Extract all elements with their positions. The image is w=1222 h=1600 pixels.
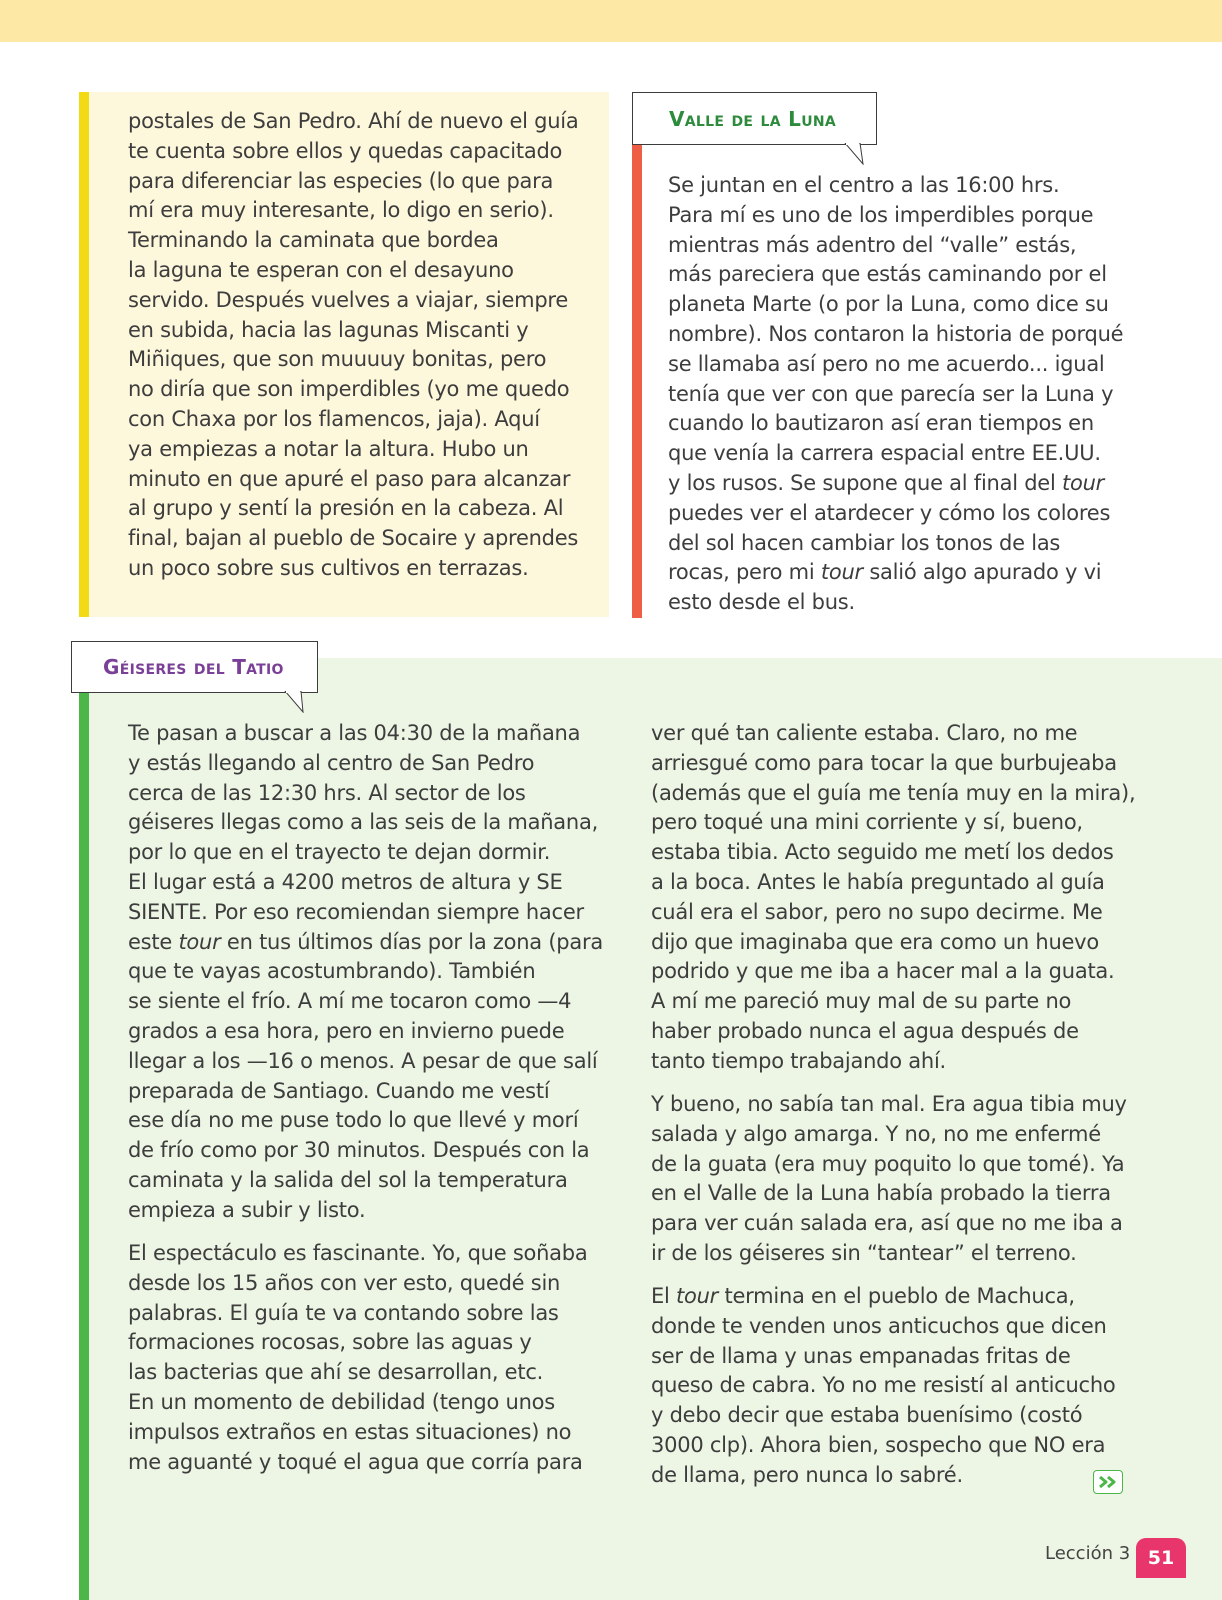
tatio-paragraph-1: Te pasan a buscar a las 04:30 de la mañana y estás llegando al centro de San Pedro cerca de las 12:30 hrs. Al sector de los géiseres llegas como a las seis de la mañana, por lo que en el trayecto te dejan dormir. El lugar está a 4200 metros de altura y SE SIENTE. Por eso recomiendan siempre hacer este tour en tus últimos días por la zona (para que te vayas acostumbrando). También se siente el frío. A mí me tocaron como —4 grados a esa hora, pero en invierno puede llegar a los —16 o menos. A pesar de que salí preparada de Santiago. Cuando me vestí ese día no me puse todo lo que llevé y morí de frío como por 30 minutos. Después con la caminata y la salida del sol la temperatura empieza a subir y listo. [128,721,603,1222]
yellow-paragraph: postales de San Pedro. Ahí de nuevo el guía te cuenta sobre ellos y quedas capacitado para diferenciar las especies (lo que para mí era muy interesante, lo digo en serio). Terminando la caminata que bordea la laguna te esperan con el desayuno servido. Después vuelves a viajar, siempre en subida, hacia las lagunas Miscanti y Miñiques, que son muuuuy bonitas, pero no diría que son imperdibles (yo me quedo con Chaxa por los flamencos, jaja). Aquí ya empiezas a notar la altura. Hubo un minuto en que apuré el paso para alcanzar al grupo y sentí la presión en la cabeza. Al final, bajan al pueblo de Socaire y aprendes un poco sobre sus cultivos en terrazas. [128,109,579,580]
page-number-badge: 51 [1136,1538,1186,1578]
yellow-accent-bar [79,92,89,617]
tatio-paragraph-2: El espectáculo es fascinante. Yo, que soñaba desde los 15 años con ver esto, quedé sin palabras. El guía te va contando sobre las formaciones rocosas, sobre las aguas y las bacterias que ahí se desarrollan, etc. En un momento de debilidad (tengo unos impulsos extraños en estas situaciones) no me aguanté y toqué el agua que corría para [128,1241,588,1474]
lesson-label: Lección 3 [1045,1543,1131,1564]
speech-tail-icon [843,143,867,165]
tatio-paragraph-5: El tour termina en el pueblo de Machuca, donde te venden unos anticuchos que dicen ser de llama y unas empanadas fritas de queso de cabra. Yo no me resistí al anticucho y debo decir que estaba buenísimo (costó 3000 clp). Ahora bien, sospecho que NO era de llama, pero nunca lo sabré. [651,1284,1116,1487]
valle-luna-title: Valle de la Luna [669,106,837,131]
speech-tail-icon [283,691,307,713]
tatio-paragraph-4: Y bueno, no sabía tan mal. Era agua tibia muy salada y algo amarga. Y no, no me enfermé de la guata (era muy poquito lo que tomé). Ya en el Valle de la Luna había probado la tierra para ver cuán salada era, así que no me iba a ir de los géiseres sin “tantear” el terreno. [651,1092,1127,1265]
valle-luna-title-tag [632,92,877,145]
tatio-title-tag [71,641,318,693]
double-chevron-right-icon[interactable] [1093,1470,1123,1494]
top-color-band [0,0,1222,42]
tatio-paragraph-3: ver qué tan caliente estaba. Claro, no me arriesgué como para tocar la que burbujeaba (además que el guía me tenía muy en la mira), pero toqué una mini corriente y sí, bueno, estaba tibia. Acto seguido me metí los dedos a la boca. Antes le había preguntado al guía cuál era el sabor, pero no supo decirme. Me dijo que imaginaba que era como un huevo podrido y que me iba a hacer mal a la guata. A mí me pareció muy mal de su parte no haber probado nunca el agua después de tanto tiempo trabajando ahí. [651,721,1136,1073]
green-accent-bar [79,690,89,1600]
tatio-title: Géiseres del Tatio [103,655,284,679]
red-accent-bar [632,145,642,618]
valle-luna-paragraph: Se juntan en el centro a las 16:00 hrs. Para mí es uno de los imperdibles porque mientras más adentro del “valle” estás, más pareciera que estás caminando por el planeta Marte (o por la Luna, como dice su nombre). Nos contaron la historia de porqué se llamaba así pero no me acuerdo... igual tenía que ver con que parecía ser la Luna y cuando lo bautizaron así eran tiempos en que venía la carrera espacial entre EE.UU. y los rusos. Se supone que al final del tour puedes ver el atardecer y cómo los colores del sol hacen cambiar los tonos de las rocas, pero mi tour salió algo apurado y vi esto desde el bus. [668,173,1124,615]
